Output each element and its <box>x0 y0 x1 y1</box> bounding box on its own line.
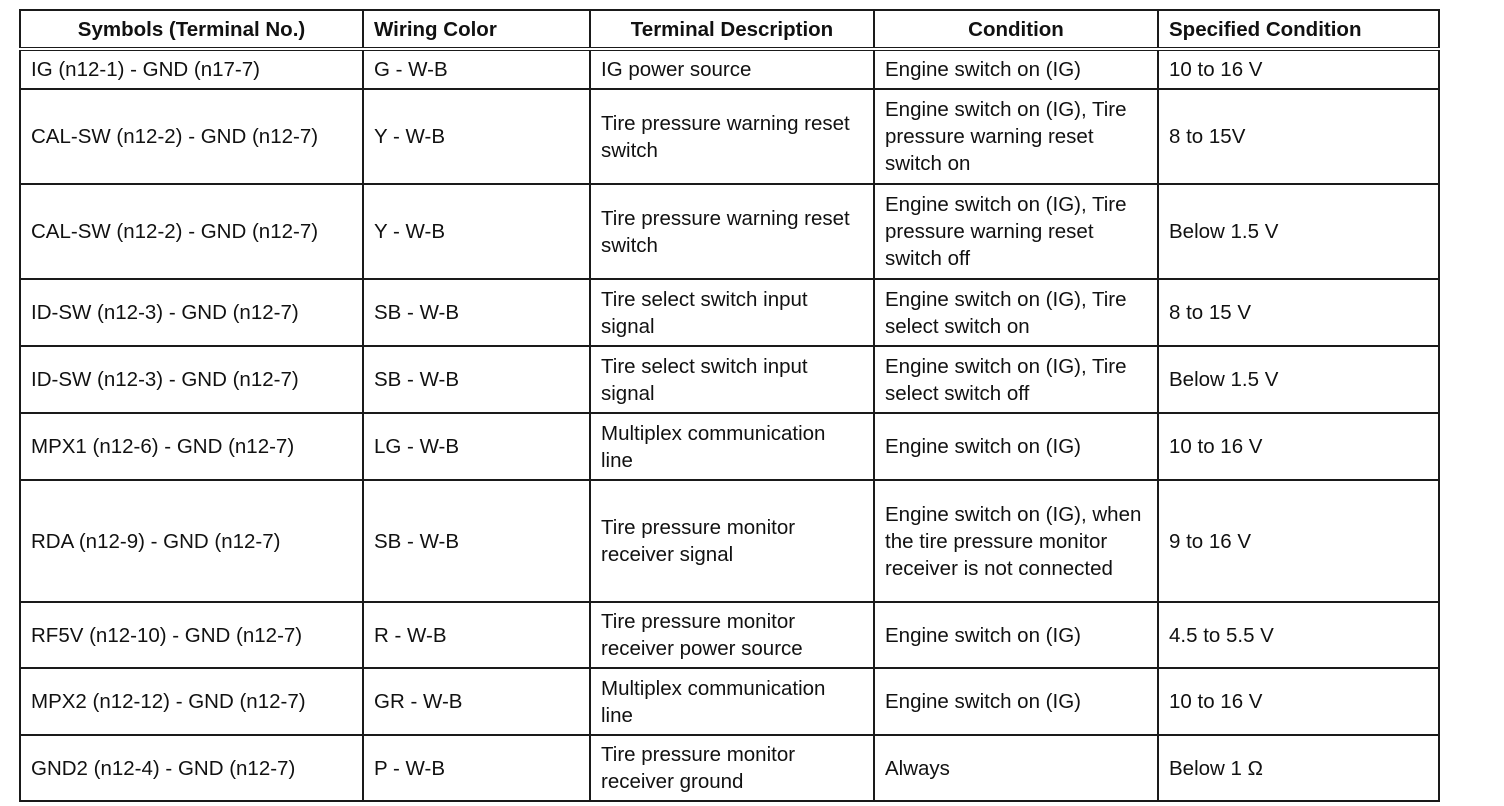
cell-symbols: ID-SW (n12-3) - GND (n12-7) <box>20 346 363 413</box>
cell-symbols: CAL-SW (n12-2) - GND (n12-7) <box>20 89 363 184</box>
header-terminal-description: Terminal Description <box>590 10 874 49</box>
cell-wiring-color: GR - W-B <box>363 668 590 735</box>
cell-condition: Engine switch on (IG), when the tire pressure monitor receiver is not connected <box>874 480 1158 602</box>
table-row <box>20 184 1439 279</box>
cell-wiring-color: R - W-B <box>363 602 590 668</box>
cell-wiring-color: G - W-B <box>363 49 590 89</box>
table-row <box>20 346 1439 413</box>
cell-condition: Engine switch on (IG) <box>874 413 1158 480</box>
cell-specified-condition: Below 1 Ω <box>1158 735 1439 801</box>
cell-terminal-description: Tire pressure warning reset switch <box>590 89 874 184</box>
cell-condition: Engine switch on (IG) <box>874 668 1158 735</box>
cell-specified-condition: 10 to 16 V <box>1158 413 1439 480</box>
cell-condition: Engine switch on (IG) <box>874 602 1158 668</box>
cell-wiring-color: P - W-B <box>363 735 590 801</box>
cell-wiring-color: SB - W-B <box>363 480 590 602</box>
cell-condition: Engine switch on (IG), Tire select switch on <box>874 279 1158 346</box>
cell-symbols: MPX2 (n12-12) - GND (n12-7) <box>20 668 363 735</box>
cell-terminal-description: IG power source <box>590 49 874 89</box>
cell-condition: Engine switch on (IG), Tire select switch off <box>874 346 1158 413</box>
cell-condition: Always <box>874 735 1158 801</box>
cell-specified-condition: 10 to 16 V <box>1158 49 1439 89</box>
table-row <box>20 668 1439 735</box>
cell-symbols: RDA (n12-9) - GND (n12-7) <box>20 480 363 602</box>
table-row <box>20 413 1439 480</box>
cell-terminal-description: Tire select switch input signal <box>590 279 874 346</box>
cell-symbols: MPX1 (n12-6) - GND (n12-7) <box>20 413 363 480</box>
cell-specified-condition: 8 to 15V <box>1158 89 1439 184</box>
cell-terminal-description: Tire pressure monitor receiver power source <box>590 602 874 668</box>
header-symbols: Symbols (Terminal No.) <box>20 10 363 49</box>
table-row <box>20 49 1439 89</box>
cell-symbols: CAL-SW (n12-2) - GND (n12-7) <box>20 184 363 279</box>
header-specified-condition: Specified Condition <box>1158 10 1439 49</box>
cell-symbols: RF5V (n12-10) - GND (n12-7) <box>20 602 363 668</box>
table-row <box>20 602 1439 668</box>
terminal-spec-table <box>19 9 1440 802</box>
cell-condition: Engine switch on (IG), Tire pressure warning reset switch on <box>874 89 1158 184</box>
cell-specified-condition: 9 to 16 V <box>1158 480 1439 602</box>
cell-symbols: IG (n12-1) - GND (n17-7) <box>20 49 363 89</box>
table-row <box>20 735 1439 801</box>
cell-wiring-color: Y - W-B <box>363 184 590 279</box>
cell-specified-condition: 10 to 16 V <box>1158 668 1439 735</box>
cell-terminal-description: Tire pressure warning reset switch <box>590 184 874 279</box>
cell-specified-condition: Below 1.5 V <box>1158 346 1439 413</box>
cell-specified-condition: 4.5 to 5.5 V <box>1158 602 1439 668</box>
cell-terminal-description: Tire pressure monitor receiver ground <box>590 735 874 801</box>
header-wiring-color: Wiring Color <box>363 10 590 49</box>
cell-wiring-color: SB - W-B <box>363 279 590 346</box>
cell-specified-condition: 8 to 15 V <box>1158 279 1439 346</box>
header-condition: Condition <box>874 10 1158 49</box>
cell-terminal-description: Tire pressure monitor receiver signal <box>590 480 874 602</box>
table-header-row <box>20 10 1439 49</box>
cell-wiring-color: SB - W-B <box>363 346 590 413</box>
cell-condition: Engine switch on (IG) <box>874 49 1158 89</box>
cell-symbols: ID-SW (n12-3) - GND (n12-7) <box>20 279 363 346</box>
cell-terminal-description: Multiplex communication line <box>590 413 874 480</box>
cell-wiring-color: LG - W-B <box>363 413 590 480</box>
table-row <box>20 279 1439 346</box>
table-row <box>20 480 1439 602</box>
cell-condition: Engine switch on (IG), Tire pressure warning reset switch off <box>874 184 1158 279</box>
cell-wiring-color: Y - W-B <box>363 89 590 184</box>
cell-symbols: GND2 (n12-4) - GND (n12-7) <box>20 735 363 801</box>
cell-terminal-description: Tire select switch input signal <box>590 346 874 413</box>
table-row <box>20 89 1439 184</box>
cell-terminal-description: Multiplex communication line <box>590 668 874 735</box>
cell-specified-condition: Below 1.5 V <box>1158 184 1439 279</box>
